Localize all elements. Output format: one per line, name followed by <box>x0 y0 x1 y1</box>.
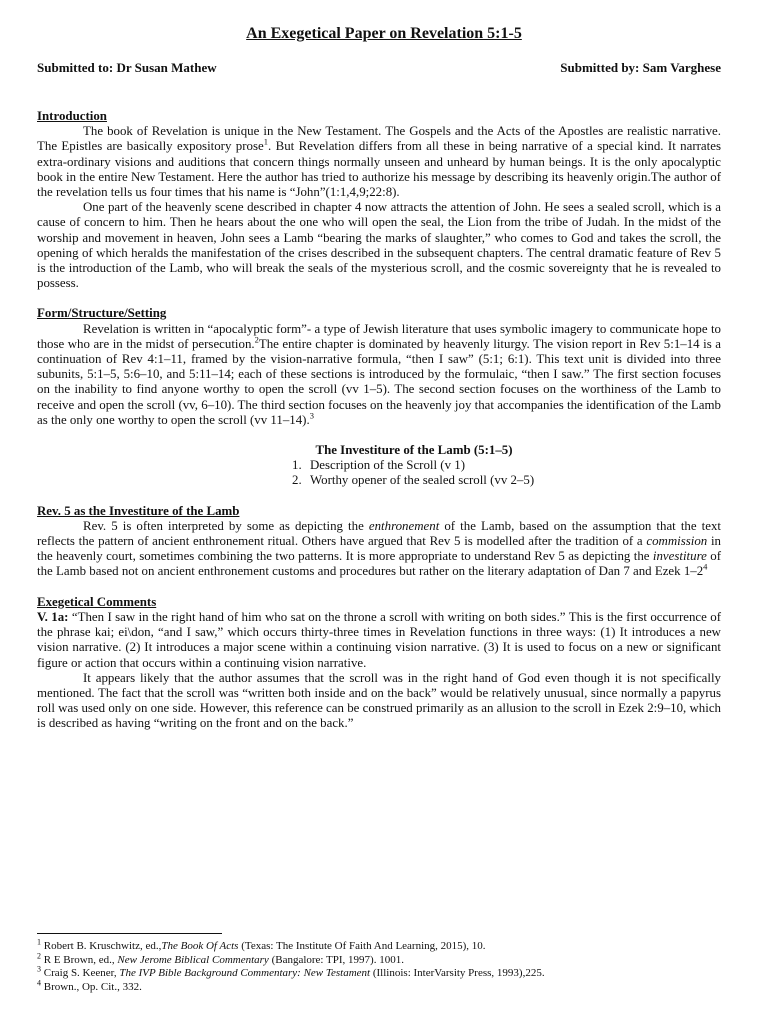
intro-p1-text-a: The book of Revelation is unique in the New Testament. The Gospels and the Acts of the Apostles are realistic narrative. The Epistles are basically expository prose <box>37 124 721 154</box>
footnote-text: (Illinois: InterVarsity Press, 1993),225. <box>370 967 545 979</box>
footnote-ref-3: 3 <box>309 410 314 421</box>
footnote-text: Craig S. Keener, <box>41 967 120 979</box>
submitted-to: Submitted to: Dr Susan Mathew <box>37 60 217 75</box>
list-item-text: Description of the Scroll (v 1) <box>310 458 466 473</box>
rev5-paragraph <box>37 519 721 580</box>
footnote <box>37 950 721 968</box>
intro-paragraph-1 <box>37 124 721 200</box>
exegetical-p1-text: “Then I saw in the right hand of him who sat on the throne a scroll with writing on both sides.” This is the first occurrence of the phrase kai; ei\don, “and I saw,” which occurs thirty-three times in Revelation functions in three ways: (1) It introduces a new vision narrative. (2) It introduces a major scene within a continuing vision narrative. (3) It is used to focus on a new or significant figure or action that occurs within a continuing vision narrative. <box>37 609 721 670</box>
list-item <box>292 473 721 488</box>
exegetical-paragraph-2: It appears likely that the author assumes that the scroll was in the right hand of God even though it is not specifically mentioned. The fact that the scroll was “written both inside and on the back” would be relatively unusual, since normally a papyrus roll was used only on one side. However, this reference can be construed primarily as an allusion to the scroll in Ezek 2:9–10, which is described as having “writing on the front and on the back.” <box>37 670 721 731</box>
footnote-ref-2: 2 <box>254 334 259 345</box>
rev5-emphasis-1: enthronement <box>368 518 440 533</box>
investiture-outline-list <box>292 458 721 488</box>
footnote-number: 3 <box>37 964 41 974</box>
footnote-divider <box>37 933 222 934</box>
footnote-title: The IVP Bible Background Commentary: New Testament <box>119 967 371 979</box>
section-heading-rev5: Rev. 5 as the Investiture of the Lamb <box>37 503 240 518</box>
list-item-number: 2. <box>292 473 302 488</box>
submission-info <box>37 60 721 75</box>
paper-title: An Exegetical Paper on Revelation 5:1-5 <box>246 25 522 42</box>
rev5-text-2: of the Lamb, based on the assumption that the text reflects the pattern of ancient enthronement ritual. Others have argued that Rev 5 is modelled after the tradition of a <box>37 518 721 549</box>
rev5-emphasis-3: investiture <box>652 549 707 564</box>
footnote <box>37 937 721 954</box>
rev5-emphasis-2: commission <box>646 534 708 549</box>
footnote-ref-1: 1 <box>263 137 268 148</box>
list-item <box>292 458 721 473</box>
exegetical-paragraph-1 <box>37 610 721 671</box>
investiture-outline-title: The Investiture of the Lamb (5:1–5) <box>315 443 513 458</box>
section-heading-form: Form/Structure/Setting <box>37 306 167 321</box>
form-text-a: Revelation is written in “apocalyptic form”- a type of Jewish literature that uses symbolic imagery to communicate hope to those who are in the midst of persecution. <box>37 321 721 351</box>
submitted-by: Submitted by: Sam Varghese <box>560 60 721 75</box>
footnote-text: (Texas: The Institute Of Faith And Learning, 2015), 10. <box>238 940 486 952</box>
footnote-text: R E Brown, ed., <box>41 953 118 966</box>
footnote-number: 1 <box>37 937 41 947</box>
form-paragraph <box>37 322 721 428</box>
footnote-text: Robert B. Kruschwitz, ed., <box>41 940 162 952</box>
rev5-text-4: of the Lamb based not on ancient enthronement customs and procedures but rather on the literary adaptation of Dan 7 and Ezek 1–2 <box>37 549 721 579</box>
rev5-text-1: Rev. 5 is often interpreted by some as depicting the <box>83 518 369 533</box>
list-item-number: 1. <box>292 458 302 473</box>
footnote <box>37 977 721 995</box>
footnote-number: 4 <box>37 977 41 987</box>
footnote-text: (Bangalore: TPI, 1997). 1001. <box>268 953 404 966</box>
section-heading-introduction: Introduction <box>37 109 107 123</box>
paper-body <box>37 109 721 732</box>
footnote <box>37 964 721 981</box>
intro-p1-text-b: . But Revelation differs from all these in being narrative of a special kind. It narrates extra-ordinary visions and auditions that concern things normally unseen and unheard by human beings. It is the only apocalyptic book in the entire New Testament. Here the author has tried to authorize his message by describing its heavenly origin.The author of the revelation tells us four times that his name is “John”(1:1,4,9;22:8). <box>37 139 721 200</box>
footnote-title: New Jerome Biblical Commentary <box>117 953 269 966</box>
section-heading-exegetical: Exegetical Comments <box>37 594 157 609</box>
footnote-number: 2 <box>37 950 41 960</box>
footnote-text: Brown., Op. Cit., 332. <box>41 980 142 993</box>
rev5-text-3: in the heavenly court, sometimes combining the two patterns. It is more appropriate to understand Rev 5 as depicting the <box>37 534 721 564</box>
intro-paragraph-2: One part of the heavenly scene described in chapter 4 now attracts the attention of John. He sees a sealed scroll, which is a cause of concern to him. Then he hears about the one who will open the seal, the Lion from the tribe of Judah. In the midst of the worship and movement in heaven, John sees a Lamb “bearing the marks of slaughter,” who comes to God and takes the scroll, the opening of which heralds the manifestation of the crises described in the subsequent chapters. The central dramatic feature of Rev 5 is the introduction of the Lamb, who will break the seals of the mysterious scroll, and the cosmic sovereignty that he is revealed to possess. <box>37 200 721 291</box>
list-item-text: Worthy opener of the sealed scroll (vv 2–5) <box>310 473 535 488</box>
footnotes <box>37 937 721 994</box>
footnote-title: The Book Of Acts <box>161 940 239 952</box>
form-text-b: The entire chapter is dominated by heavenly liturgy. The vision report in Rev 5:1–14 is a continuation of Rev 4:1–11, framed by the vision-narrative formula, “then I saw” (5:1; 6:1). This text unit is divided into three subunits, 5:1–5, 5:6–10, and 5:11–14; each of these sections is introduced by the formulaic, “then I saw.” The first section focuses on the inability to find anyone worthy to open the scroll (vv 1–5). The second section focuses on the worthiness of the Lamb to receive and open the scroll (vv, 6–10). The third section focuses on the heavenly joy that accompanies the identification of the Lamb as the only one worthy to open the scroll (vv 11–14). <box>37 336 721 427</box>
verse-label: V. 1a: <box>37 609 69 624</box>
footnote-ref-4: 4 <box>703 562 708 573</box>
